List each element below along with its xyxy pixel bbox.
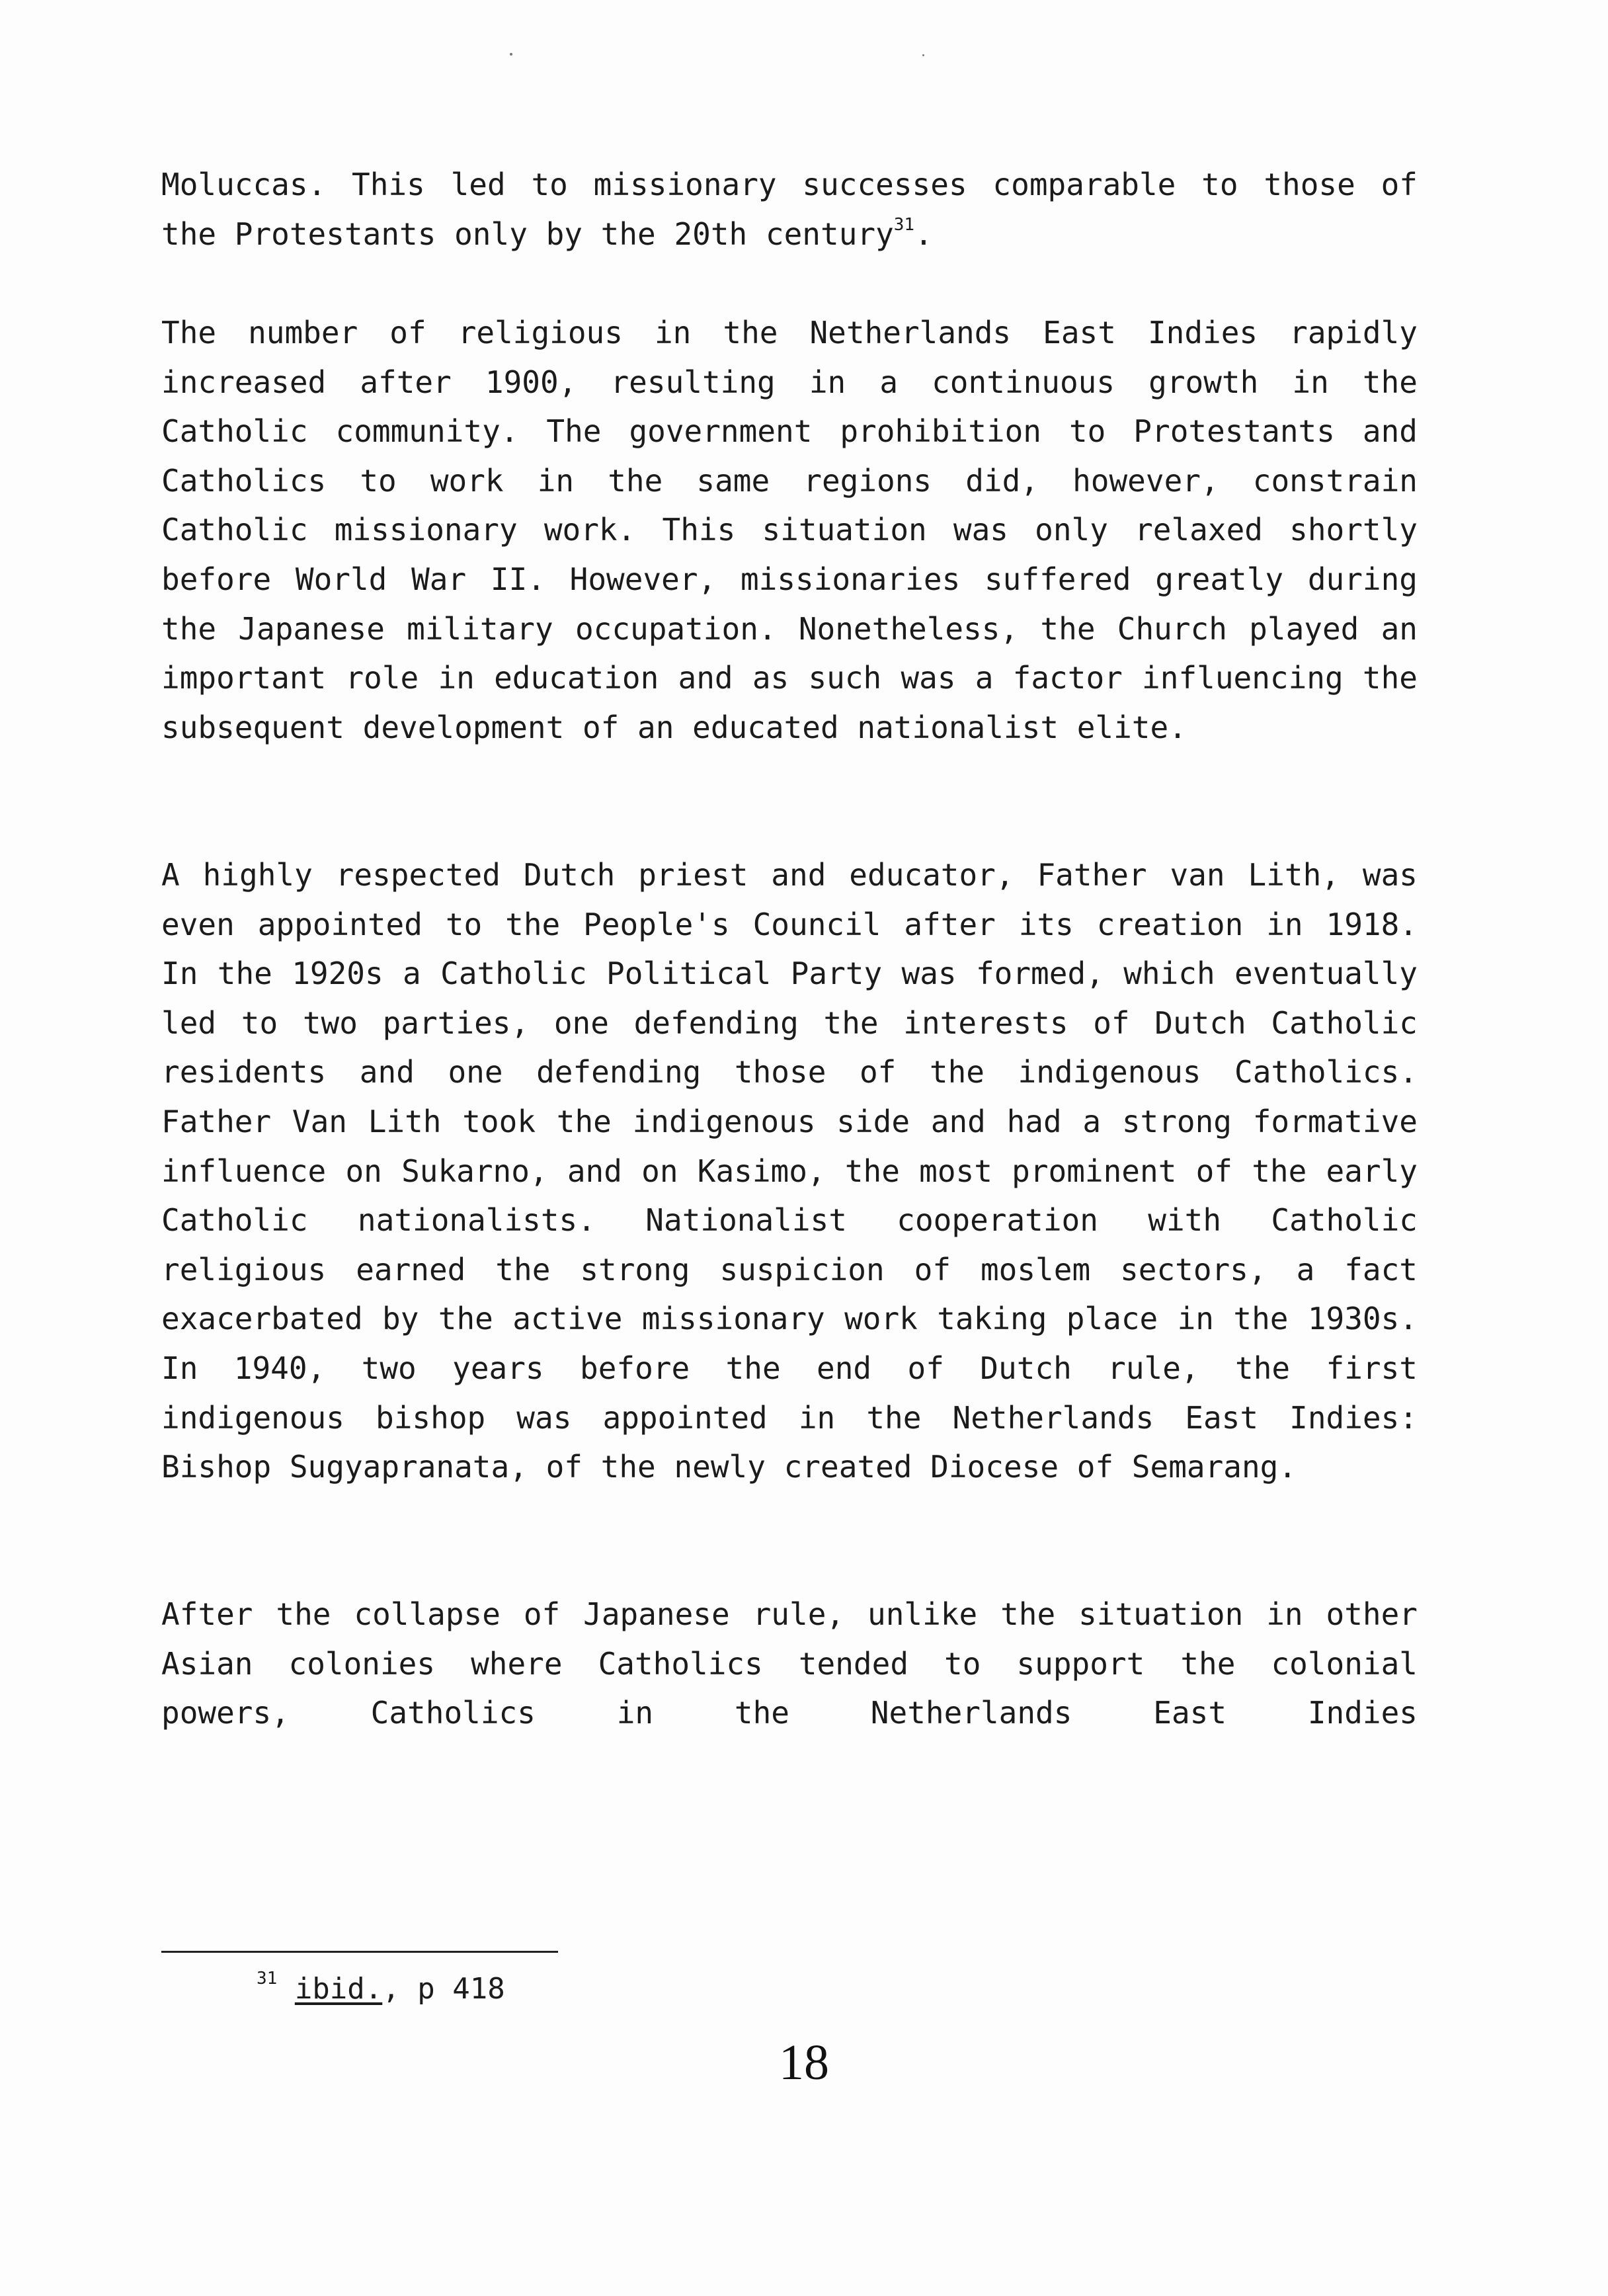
paragraph-3-text: A highly respected Dutch priest and educator, Father van Lith, was even appointed to the People's Council after its creation in 1918. In the 1920s a Catholic Political Party was formed, which eventually led to two parties, one defending the interests of Dutch Catholic residents and one defending those of the indigenous Catholics. Father Van Lith took the indigenous side and had a strong formative influence on Sukarno, and on Kasimo, the most prominent of the early Catholic nationalists. Nationalist cooperation with Catholic religious earned the strong suspicion of moslem sectors, a fact exacerbated by the active missionary work taking place in the 1930s. In 1940, two years before the end of Dutch rule, the first indigenous bishop was appointed in the Netherlands East Indies: Bishop Sugyapranata, of the newly created Diocese of Semarang. (161, 857, 1418, 1485)
paragraph-3 (161, 850, 1418, 1492)
page-number: 18 (779, 2035, 829, 2090)
scan-speck (510, 53, 512, 56)
scan-speck (922, 54, 924, 56)
paragraph-1-end: . (914, 216, 933, 252)
paragraph-2-text: The number of religious in the Netherlands East Indies rapidly increased after 1900, resulting in a continuous growth in the Catholic community. The government prohibition to Protestants and Catholics to work in the same regions did, however, constrain Catholic missionary work. This situation was only relaxed shortly before World War II. However, missionaries suffered greatly during the Japanese military occupation. Nonetheless, the Church played an important role in education and as such was a factor influencing the subsequent development of an educated nationalist elite. (161, 315, 1418, 745)
footnote-source: ibid. (294, 1972, 383, 2006)
footnote-page: p 418 (417, 1972, 505, 2006)
paragraph-4 (161, 1590, 1418, 1738)
footnote-number: 31 (257, 1969, 278, 1988)
paragraph-4-text: After the collapse of Japanese rule, unlike the situation in other Asian colonies where Catholics tended to support the colonial powers, Catholics in the Netherlands East Indies (161, 1596, 1418, 1731)
paragraph-2 (161, 308, 1418, 752)
footnote-separator-char: , (382, 1972, 400, 2006)
footnote (257, 1969, 505, 2009)
footnote-reference[interactable]: 31 (893, 214, 915, 235)
paragraph-1 (161, 160, 1418, 259)
paragraph-1-text: Moluccas. This led to missionary successes comparable to those of the Protestants only by the 20th century (161, 167, 1418, 252)
footnote-separator (161, 1951, 558, 1953)
